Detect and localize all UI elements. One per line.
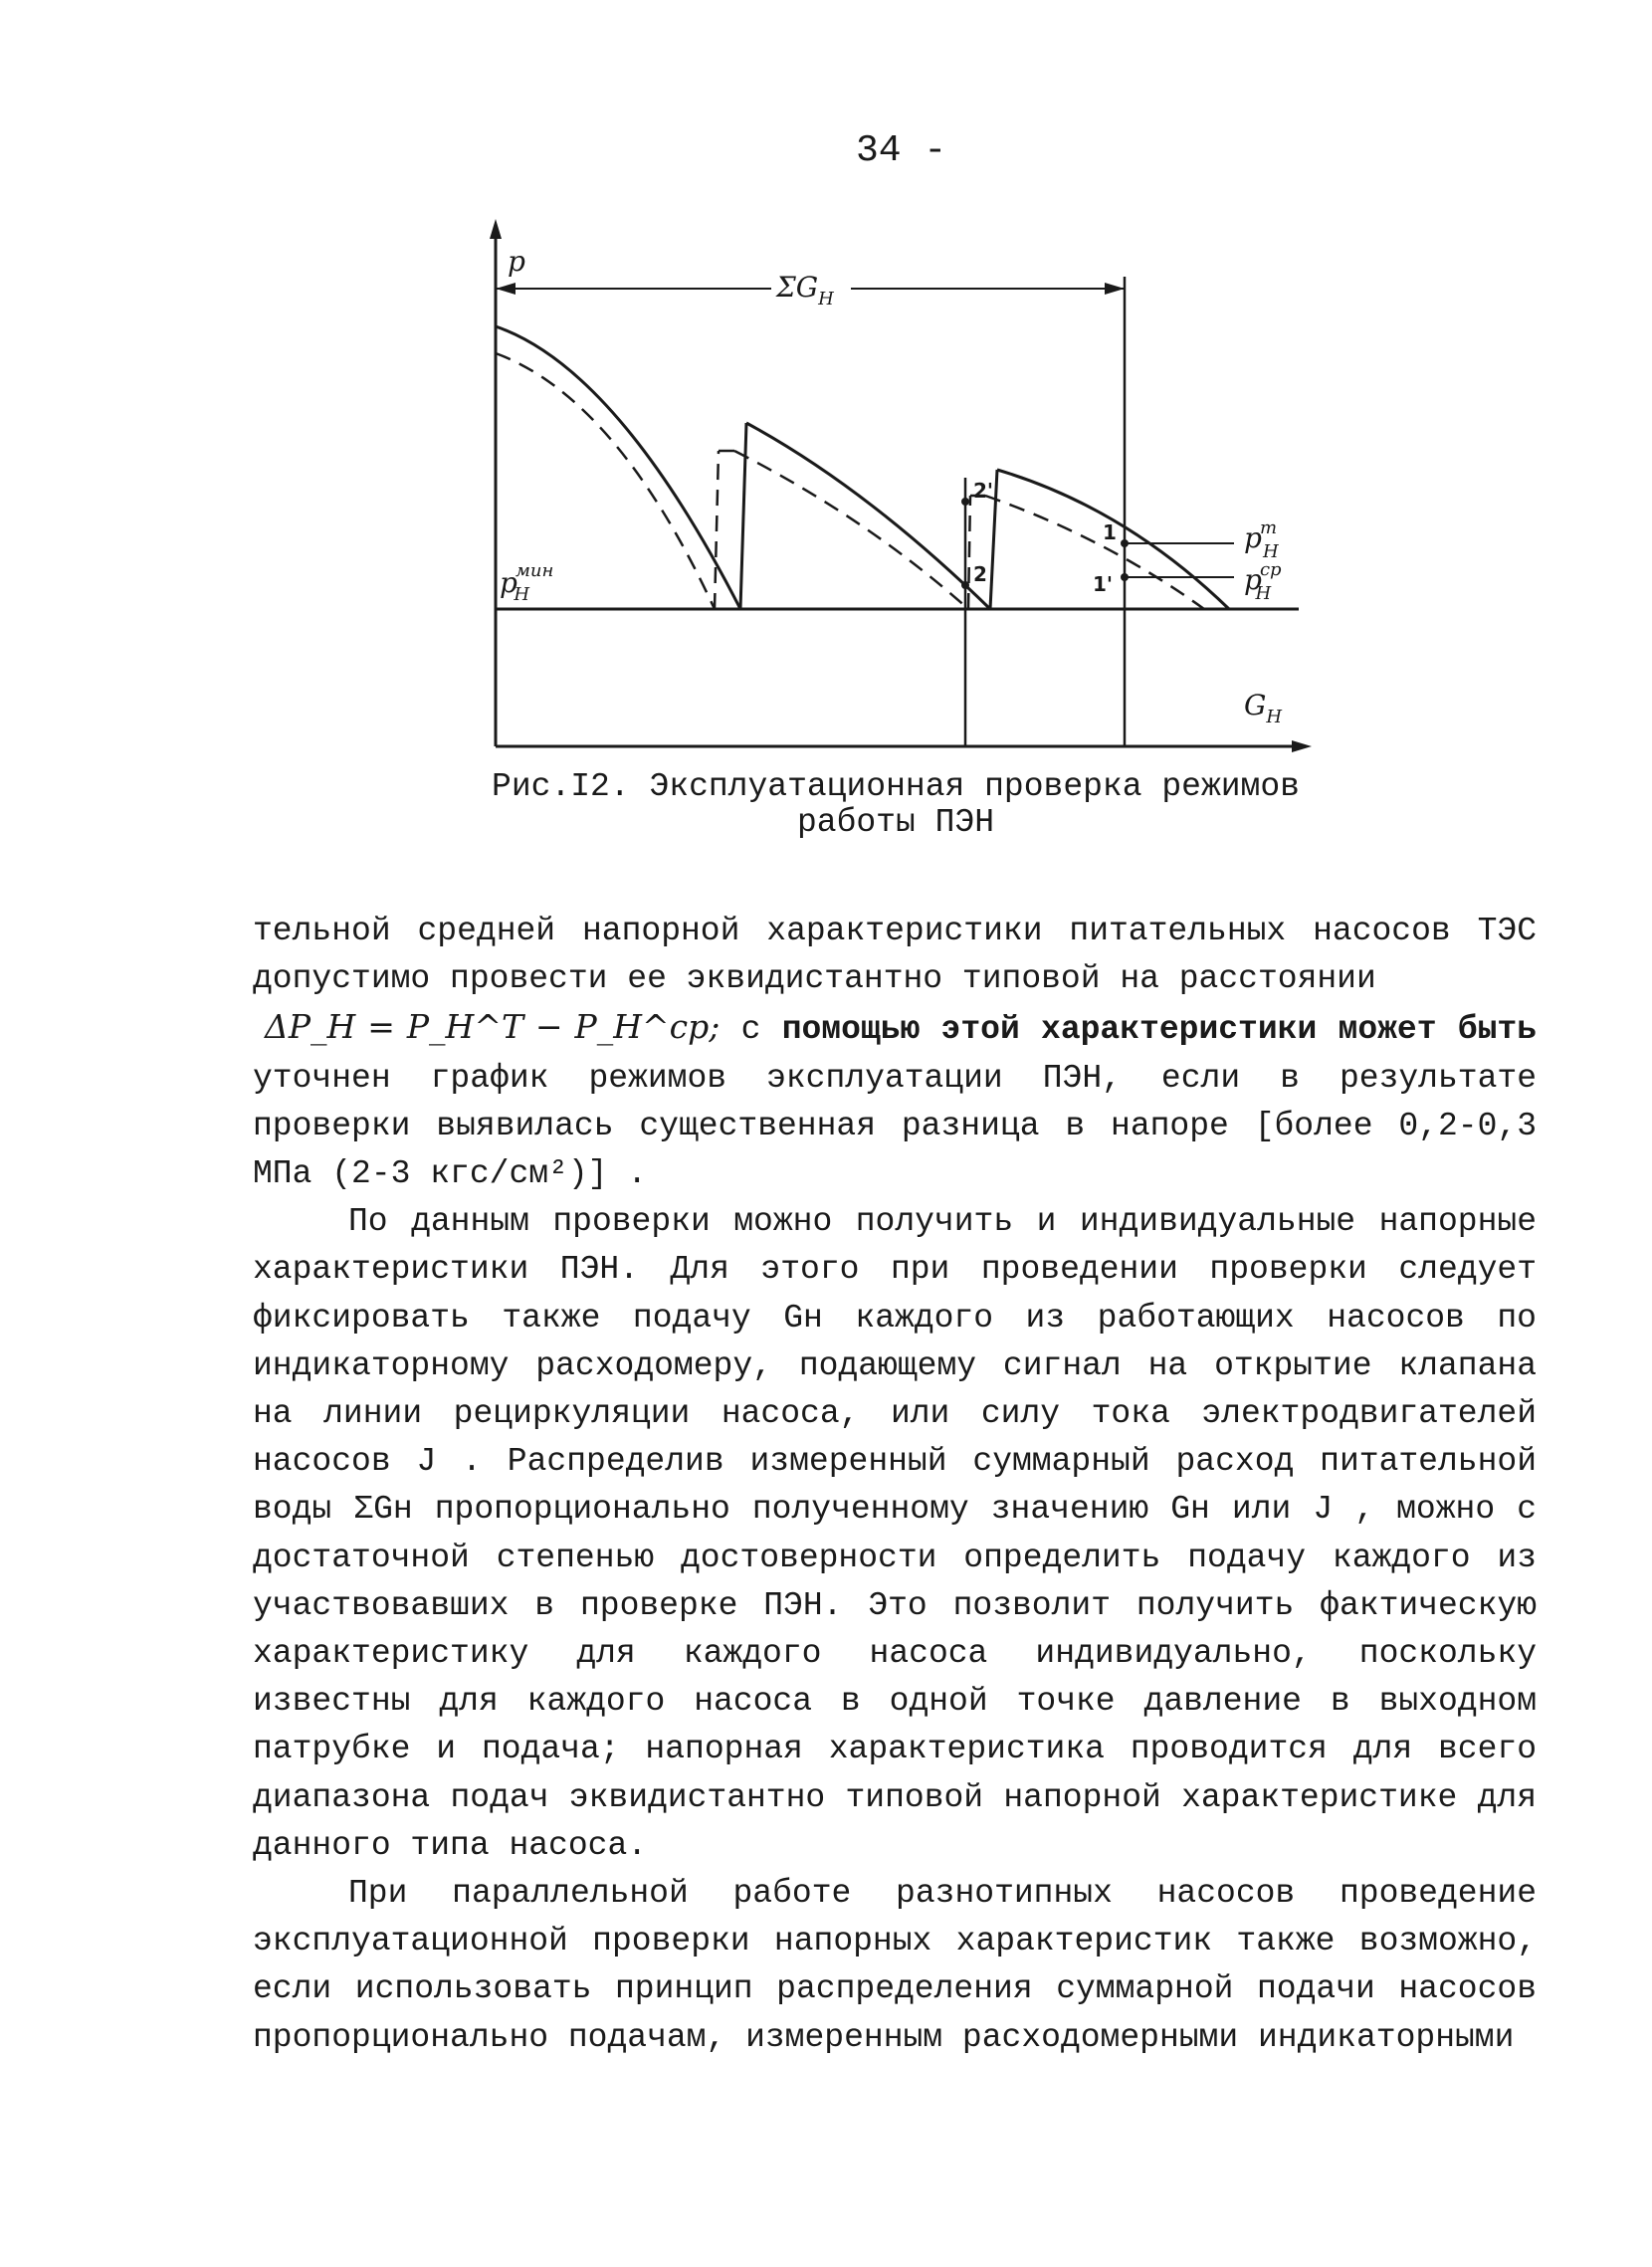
paragraph-2: По данным проверки можно получить и индивидуальные напорные характеристики ПЭН. Для этого при проведении проверки следует фиксировать также подачу Gн каждого из работающих насосов по индикаторному расходомеру, подающему сигнал на открытие клапана на линии рециркуляции насоса, или силу тока электродвигателей насосов J . Распределив измеренный суммарный расход питательной воды ΣGн пропорционально полученному значению Gн или J , можно с достаточной степенью достоверности определить подачу каждого из участвовавших в проверке ПЭН. Это позволит получить фактическую характеристику для каждого насоса индивидуально, поскольку известны для каждого насоса в одной точке давление в выходном патрубке и подача; напорная характеристика проводится для всего диапазона подач эквидистантно типовой напорной характеристике для данного типа насоса. bbox=[253, 1203, 1538, 1864]
paragraph-1-start: тельной средней напорной характеристики питательных насосов ТЭС допустимо провести ее эквидистантно типовой на расстоянии bbox=[253, 913, 1537, 998]
dashed-curve-2 bbox=[734, 451, 968, 609]
figure-caption bbox=[478, 769, 1314, 841]
point-2 bbox=[961, 581, 969, 589]
solid-curve-2 bbox=[746, 423, 990, 609]
y-axis-arrow bbox=[490, 219, 502, 239]
paragraph-3: При параллельной работе разнотипных насосов проведение эксплуатационной проверки напорных характеристик также возможно, если использовать принцип распределения суммарной подачи насосов пропорционально подачам, измеренным расходомерными индикаторными bbox=[253, 1875, 1537, 2056]
body-text bbox=[253, 908, 1537, 2062]
delta-p-formula: ΔP_H = P_H^T − P_H^cp; bbox=[265, 1007, 721, 1047]
page-number: 34 - bbox=[856, 129, 947, 172]
p-t-label: pт H bbox=[1244, 517, 1279, 562]
x-axis-arrow bbox=[1292, 740, 1312, 752]
x-axis-label: $G_H$ bbox=[1244, 689, 1283, 727]
point-1-label: 1 bbox=[1103, 520, 1117, 544]
point-2-prime-label: 2' bbox=[973, 479, 994, 503]
caption-line-1: Рис.I2. Эксплуатационная проверка режимов bbox=[492, 768, 1300, 805]
caption-line-2: работы ПЭН bbox=[796, 804, 995, 841]
paragraph-1-end: уточнен график режимов эксплуатации ПЭН, если в результате проверки выявилась существенная разница в напоре [более 0,2-0,3 МПа (2-3 кгс/см²)] . bbox=[253, 1059, 1537, 1193]
y-axis-label: p bbox=[508, 245, 525, 278]
paragraph-1: тельной средней напорной характеристики питательных насосов ТЭС допустимо провести ее эквидистантно типовой на расстоянии ΔP_H = P_H^T − P_H^cp; с помощью этой характеристики может быть уточнен график режимов эксплуатации ПЭН, если в результате проверки выявилась существенная разница в напоре [более 0,2-0,3 МПа (2-3 кгс/см²)] . bbox=[253, 913, 1537, 1193]
p-sr-label: pср H bbox=[1244, 559, 1282, 604]
point-2-prime bbox=[961, 498, 969, 506]
bold-phrase: помощью этой характеристики может быть bbox=[781, 1011, 1537, 1049]
figure-pump-head-chart bbox=[468, 209, 1324, 766]
point-2-label: 2 bbox=[973, 562, 987, 586]
point-1-prime-label: 1' bbox=[1093, 572, 1114, 596]
sum-flow-label: $\Sigma G_H$ bbox=[776, 271, 834, 309]
p-min-label: pмин H bbox=[500, 560, 554, 605]
